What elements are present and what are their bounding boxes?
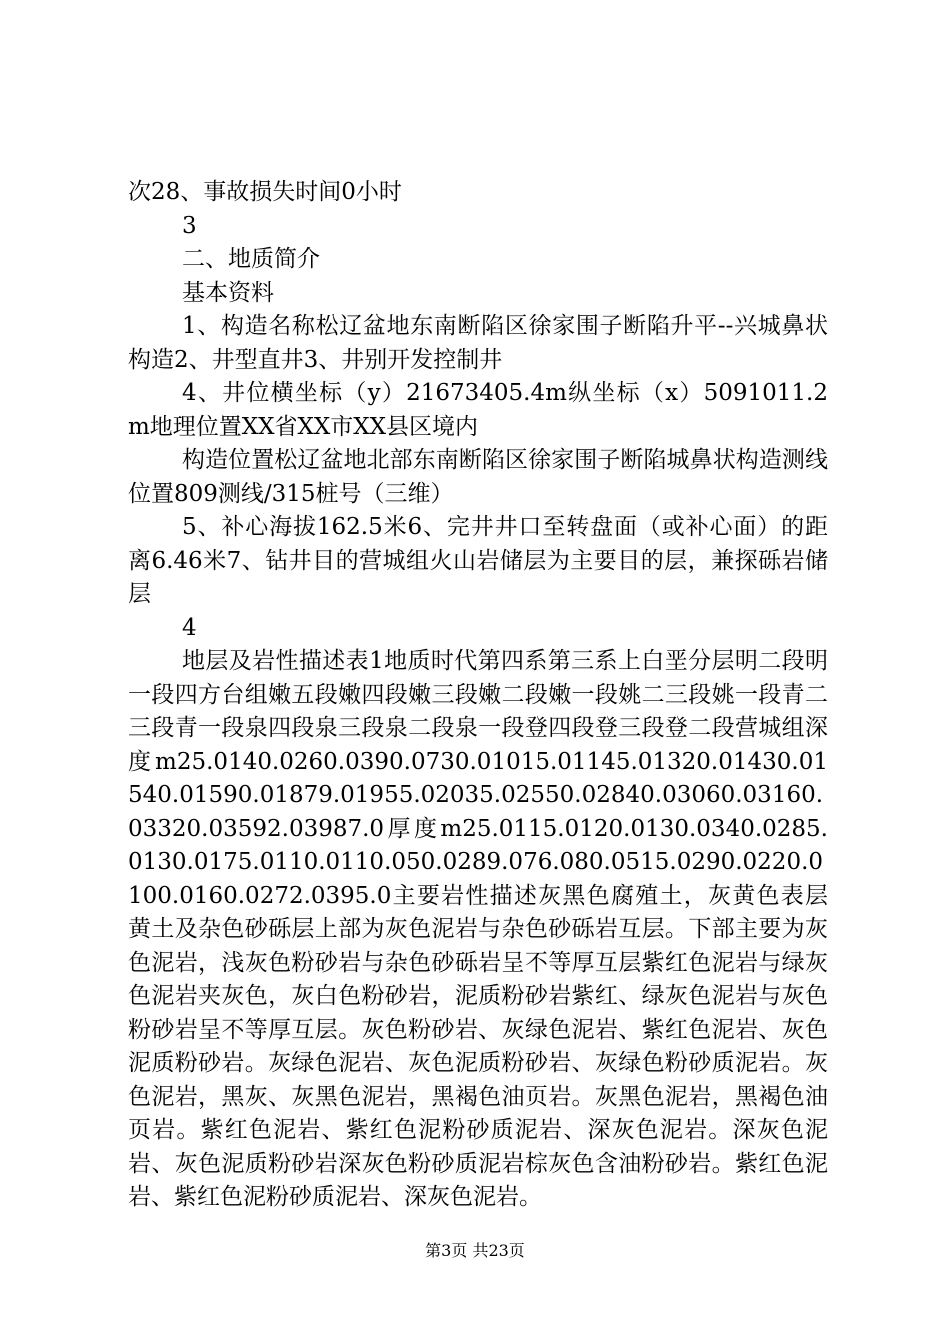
paragraph-structure-position: 构造位置松辽盆地北部东南断陷区徐家围子断陷城鼻状构造测线位置809测线/315桩号（三维） <box>128 447 828 507</box>
page-footer: 第3页 共23页 <box>425 1241 525 1260</box>
paragraph-structure-name: 1、构造名称松辽盆地东南断陷区徐家围子断陷升平--兴城鼻状构造2、井型直井3、井别开发控制井 <box>128 313 828 373</box>
section-heading-geology: 二、地质简介 <box>182 246 320 272</box>
document-body <box>128 176 828 1215</box>
paragraph-well-coordinates: 4、井位横坐标（y）21673405.4m纵坐标（x）5091011.2m地理位置XX省XX市XX县区境内 <box>128 380 828 440</box>
paragraph-strata-lithology: 地层及岩性描述表1地质时代第四系第三系上白垩分层明二段明一段四方台组嫩五段嫩四段嫩三段嫩二段嫩一段姚二三段姚一段青二三段青一段泉四段泉三段泉二段泉一段登四段登三段登二段营城组深度m25.0140.0260.0390.0730.01015.01145.01320.01430.01540.01590.01879.01955.02035.02550.02840.03060.03160.03320.03592.03987.0厚度m25.0115.0120.0130.0340.0285.0130.0175.0110.0110.050.0289.076.080.0515.0290.0220.0100.0160.0272.0395.0主要岩性描述灰黑色腐殖土，灰黄色表层黄土及杂色砂砾层上部为灰色泥岩与杂色砂砾岩互层。下部主要为灰色泥岩，浅灰色粉砂岩与杂色砂砾岩呈不等厚互层紫红色泥岩与绿灰色泥岩夹灰色，灰白色粉砂岩，泥质粉砂岩紫红、绿灰色泥岩与灰色粉砂岩呈不等厚互层。灰色粉砂岩、灰绿色泥岩、紫红色泥岩、灰色泥质粉砂岩。灰绿色泥岩、灰色泥质粉砂岩、灰绿色粉砂质泥岩。灰色泥岩，黑灰、灰黑色泥岩，黑褐色油页岩。灰黑色泥岩，黑褐色油页岩。紫红色泥岩、紫红色泥粉砂质泥岩、深灰色泥岩。深灰色泥岩、灰色泥质粉砂岩深灰色粉砂质泥岩棕灰色含油粉砂岩。紫红色泥岩、紫红色泥粉砂质泥岩、深灰色泥岩。 <box>128 648 828 1210</box>
paragraph-page-number-3: 3 <box>182 212 197 239</box>
paragraph-page-number-4: 4 <box>182 614 197 641</box>
paragraph-kelly-elevation: 5、补心海拔162.5米6、完井井口至转盘面（或补心面）的距离6.46米7、钻井目的营城组火山岩储层为主要目的层，兼探砾岩储层 <box>128 514 828 607</box>
subheading-basic-info: 基本资料 <box>182 279 274 306</box>
paragraph-accident-time: 次28、事故损失时间0小时 <box>128 179 402 205</box>
